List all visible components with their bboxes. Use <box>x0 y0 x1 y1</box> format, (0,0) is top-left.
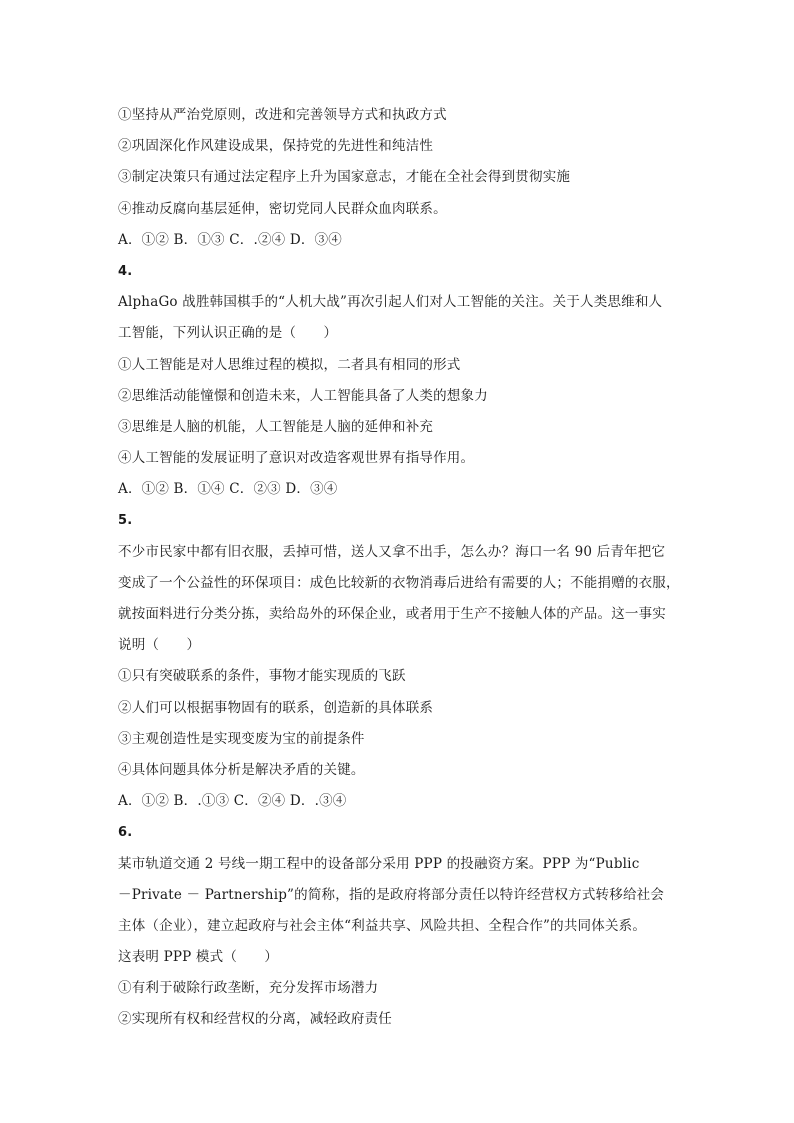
q6-number: 6. <box>118 825 133 841</box>
q4-option-2: ②思维活动能憧憬和创造未来，人工智能具备了人类的想象力 <box>118 387 488 404</box>
q5-choices: A．①② B．.①③ C．②④ D．.③④ <box>118 793 347 810</box>
q3-option-3: ③制定决策只有通过法定程序上升为国家意志，才能在全社会得到贯彻实施 <box>118 169 571 186</box>
q5-stem-line-1: 不少市民家中都有旧衣服，丢掉可惜，送人又拿不出手，怎么办？海口一名 90 后青年把它 <box>118 543 666 560</box>
q6-option-2: ②实现所有权和经营权的分离，减轻政府责任 <box>118 1011 392 1028</box>
q5-option-1: ①只有突破联系的条件，事物才能实现质的飞跃 <box>118 668 406 685</box>
q5-option-2: ②人们可以根据事物固有的联系，创造新的具体联系 <box>118 699 434 716</box>
q3-choices: A．①② B．①③ C．.②④ D．③④ <box>118 231 342 248</box>
q3-option-1: ①坚持从严治党原则，改进和完善领导方式和执政方式 <box>118 107 447 123</box>
q5-option-4: ④具体问题具体分析是解决矛盾的关键。 <box>118 761 365 778</box>
q4-number: 4. <box>118 263 133 279</box>
q6-stem-line-1: 某市轨道交通 2 号线一期工程中的设备部分采用 PPP 的投融资方案。PPP 为“Public <box>118 855 640 872</box>
q6-stem-line-2: －Private － Partnership”的简称，指的是政府将部分责任以特许经营权方式转移给社会 <box>118 886 665 903</box>
q4-option-3: ③思维是人脑的机能，人工智能是人脑的延伸和补充 <box>118 418 434 435</box>
q3-option-2: ②巩固深化作风建设成果，保持党的先进性和纯洁性 <box>118 138 434 155</box>
q4-option-4: ④人工智能的发展证明了意识对改造客观世界有指导作用。 <box>118 450 475 467</box>
q4-option-1: ①人工智能是对人思维过程的模拟，二者具有相同的形式 <box>118 356 461 373</box>
q6-stem-line-4: 这表明 PPP 模式（ ） <box>118 949 279 966</box>
q5-stem-line-4: 说明（ ） <box>118 637 201 654</box>
q4-stem-line-1: AlphaGo 战胜韩国棋手的“人机大战”再次引起人们对人工智能的关注。关于人类思维和人 <box>118 294 663 311</box>
q5-stem-line-2: 变成了一个公益性的环保项目：成色比较新的衣物消毒后进给有需要的人；不能捐赠的衣服， <box>118 574 680 591</box>
q5-number: 5. <box>118 513 133 529</box>
q4-choices: A．①② B．①④ C．②③ D．③④ <box>118 481 338 498</box>
document-page <box>118 100 678 1036</box>
q5-stem-line-3: 就按面料进行分类分拣，卖给岛外的环保企业，或者用于生产不接触人体的产品。这一事实 <box>118 606 666 622</box>
q6-stem-line-3: 主体（企业），建立起政府与社会主体“利益共享、风险共担、全程合作”的共同体关系。 <box>118 917 647 934</box>
q6-option-1: ①有利于破除行政垄断，充分发挥市场潜力 <box>118 980 379 997</box>
q5-option-3: ③主观创造性是实现变废为宝的前提条件 <box>118 730 365 747</box>
q4-stem-line-2: 工智能，下列认识正确的是（ ） <box>118 325 338 342</box>
q3-option-4: ④推动反腐向基层延伸，密切党同人民群众血肉联系。 <box>118 200 447 217</box>
